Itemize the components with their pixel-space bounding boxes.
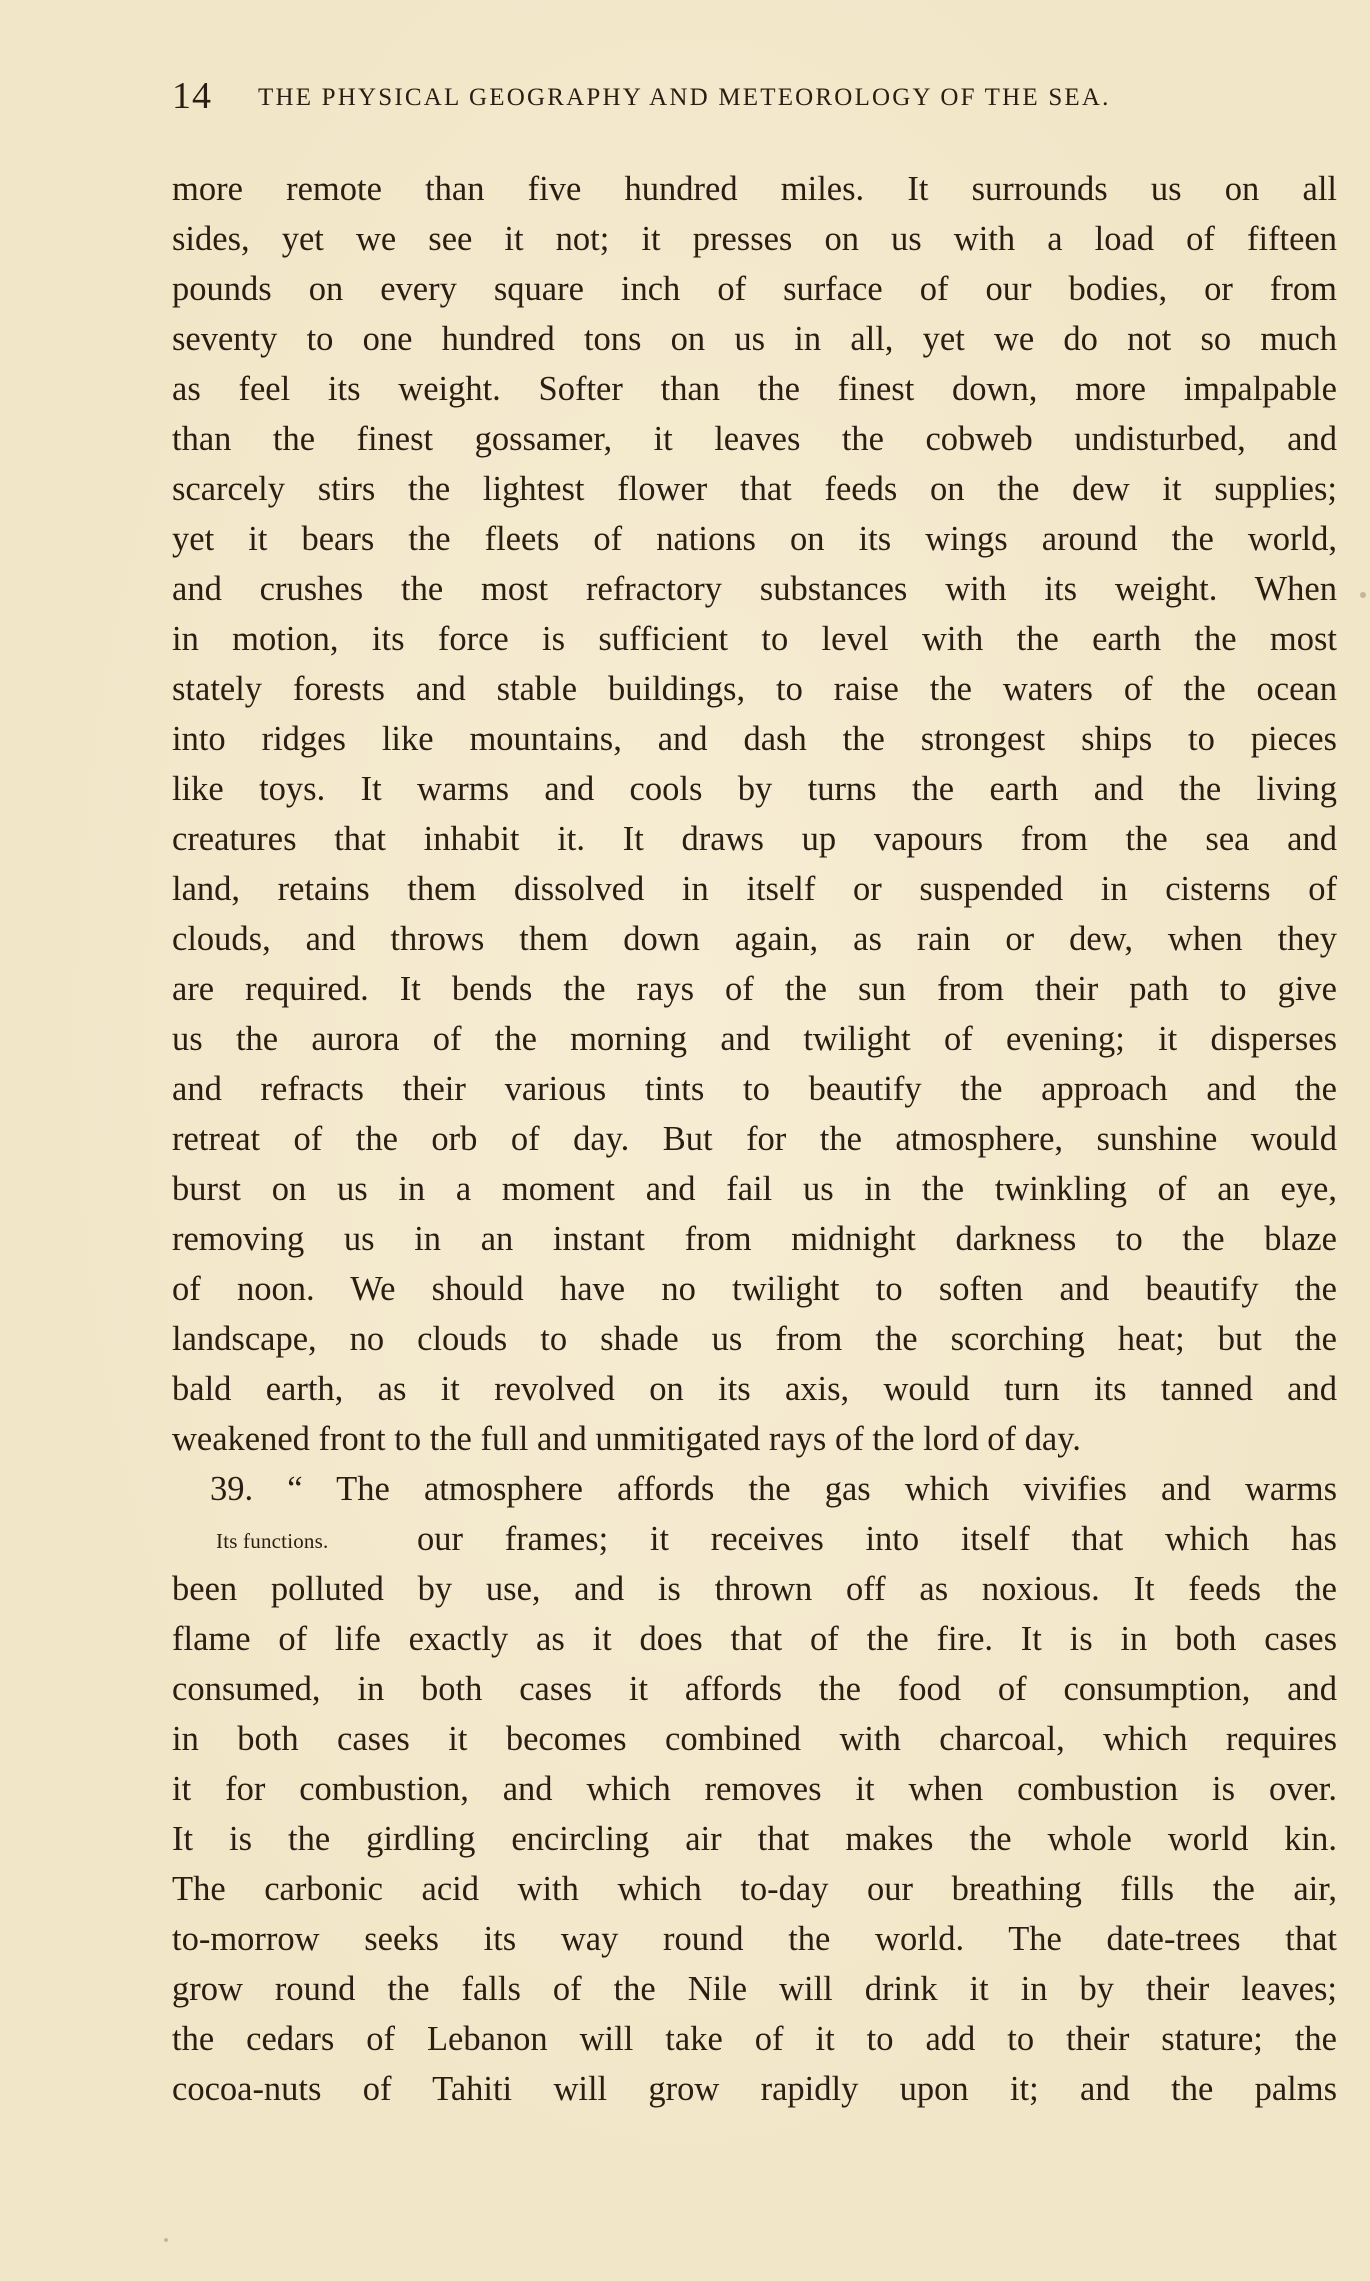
text-line: in both cases it becomes combined with charcoal, which requires — [172, 1720, 1337, 1758]
text-line: and crushes the most refractory substances with its weight. When — [172, 570, 1337, 608]
body-text — [172, 164, 1337, 2114]
page-header — [172, 74, 1272, 124]
text-line: seventy to one hundred tons on us in all, yet we do not so much — [172, 320, 1337, 358]
text-line: creatures that inhabit it. It draws up vapours from the sea and — [172, 820, 1337, 858]
text-line: to-morrow seeks its way round the world. The date-trees that — [172, 1920, 1337, 1958]
section-39-start-line: 39. “ The atmosphere affords the gas which vivifies and warms — [210, 1470, 1337, 1508]
text-line: it for combustion, and which removes it when combustion is over. — [172, 1770, 1337, 1808]
text-line-with-marginal-note — [172, 1514, 1337, 1564]
text-line: It is the girdling encircling air that makes the whole world kin. — [172, 1820, 1337, 1858]
text-line: been polluted by use, and is thrown off as noxious. It feeds the — [172, 1570, 1337, 1608]
text-line: cocoa-nuts of Tahiti will grow rapidly upon it; and the palms — [172, 2070, 1337, 2108]
text-line: burst on us in a moment and fail us in the twinkling of an eye, — [172, 1170, 1337, 1208]
text-line: in motion, its force is sufficient to level with the earth the most — [172, 620, 1337, 658]
text-line: and refracts their various tints to beautify the approach and the — [172, 1070, 1337, 1108]
paper-fleck — [164, 2238, 168, 2242]
text-line: retreat of the orb of day. But for the atmosphere, sunshine would — [172, 1120, 1337, 1158]
text-line: more remote than five hundred miles. It surrounds us on all — [172, 170, 1337, 208]
text-line: are required. It bends the rays of the sun from their path to give — [172, 970, 1337, 1008]
text-line: yet it bears the fleets of nations on its wings around the world, — [172, 520, 1337, 558]
running-title: THE PHYSICAL GEOGRAPHY AND METEOROLOGY OF THE SEA. — [258, 84, 1111, 111]
text-line: stately forests and stable buildings, to raise the waters of the ocean — [172, 670, 1337, 708]
text-line: flame of life exactly as it does that of the fire. It is in both cases — [172, 1620, 1337, 1658]
text-line: than the finest gossamer, it leaves the cobweb undisturbed, and — [172, 420, 1337, 458]
paper-fleck — [1360, 592, 1366, 598]
text-line: us the aurora of the morning and twilight of evening; it disperses — [172, 1020, 1337, 1058]
text-line: into ridges like mountains, and dash the strongest ships to pieces — [172, 720, 1337, 758]
text-line: pounds on every square inch of surface of our bodies, or from — [172, 270, 1337, 308]
text-line: grow round the falls of the Nile will drink it in by their leaves; — [172, 1970, 1337, 2008]
text-line: as feel its weight. Softer than the finest down, more impalpable — [172, 370, 1337, 408]
paragraph-end-line: weakened front to the full and unmitigated rays of the lord of day. — [172, 1420, 1081, 1458]
text-line: of noon. We should have no twilight to soften and beautify the — [172, 1270, 1337, 1308]
text-line: landscape, no clouds to shade us from the scorching heat; but the — [172, 1320, 1337, 1358]
text-line: scarcely stirs the lightest flower that feeds on the dew it supplies; — [172, 470, 1337, 508]
text-line: removing us in an instant from midnight darkness to the blaze — [172, 1220, 1337, 1258]
text-line: sides, yet we see it not; it presses on us with a load of fifteen — [172, 220, 1337, 258]
text-line: like toys. It warms and cools by turns the earth and the living — [172, 770, 1337, 808]
text-line: land, retains them dissolved in itself or suspended in cisterns of — [172, 870, 1337, 908]
text-line: clouds, and throws them down again, as rain or dew, when they — [172, 920, 1337, 958]
text-line: the cedars of Lebanon will take of it to add to their stature; the — [172, 2020, 1337, 2058]
text-line: The carbonic acid with which to-day our breathing fills the air, — [172, 1870, 1337, 1908]
text-line: consumed, in both cases it affords the food of consumption, and — [172, 1670, 1337, 1708]
marginal-note: Its functions. — [216, 1529, 329, 1553]
text-line: bald earth, as it revolved on its axis, would turn its tanned and — [172, 1370, 1337, 1408]
page-number: 14 — [172, 75, 212, 117]
text-line-content: our frames; it receives into itself that which has — [417, 1520, 1337, 1558]
